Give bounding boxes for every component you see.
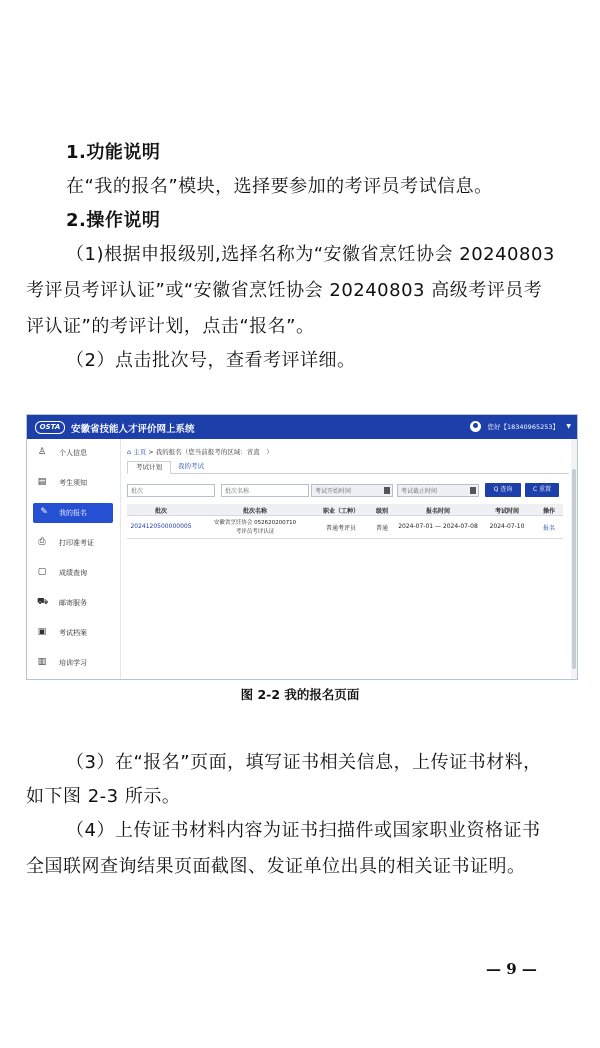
paragraph-step3-line2: 如下图 2-3 所示。 <box>26 786 181 807</box>
paragraph-step4-line2: 全国联网查询结果页面截图、发证单位出具的相关证书证明。 <box>26 856 526 877</box>
paragraph-step1-line3: 评认证”的考评计划，点击“报名”。 <box>26 316 315 337</box>
edit-icon: ✎ <box>40 507 48 517</box>
paragraph-step1-line1: （1)根据申报级别,选择名称为“安徽省烹饪协会 20240803 <box>66 244 555 265</box>
sidebar-item-exam-archive[interactable] <box>27 623 120 643</box>
sidebar-item-my-registration[interactable] <box>33 503 113 523</box>
calendar-icon <box>470 487 476 494</box>
sidebar-item-label: 培训学习 <box>59 659 87 667</box>
occupation-value: 普通考评员 <box>325 525 356 532</box>
scrollbar-thumb[interactable] <box>572 469 576 669</box>
calendar-icon <box>384 487 390 494</box>
breadcrumb-home[interactable]: 主页 <box>133 448 147 456</box>
tab-exam-plan[interactable]: 考试计划 <box>127 461 171 474</box>
tab-my-exams[interactable]: 我的考试 <box>178 462 204 470</box>
paragraph-function: 在“我的报名”模块，选择要参加的考评员考试信息。 <box>66 176 493 197</box>
sidebar-item-training[interactable] <box>27 653 120 673</box>
batch-input[interactable]: 批次 <box>127 484 215 497</box>
sidebar-item-label: 个人信息 <box>59 449 87 457</box>
sidebar-item-print-ticket[interactable] <box>27 533 120 553</box>
top-bar <box>27 415 577 439</box>
query-button[interactable]: Q 查询 <box>485 483 521 497</box>
figure-screenshot <box>26 414 578 680</box>
col-exam-time: 考试时间 <box>494 508 519 515</box>
notice-icon: ▤ <box>37 477 47 487</box>
sidebar-item-label: 我的报名 <box>59 509 87 517</box>
register-link[interactable]: 报名 <box>542 525 555 532</box>
sidebar-item-mail-service[interactable] <box>27 593 120 613</box>
batch-name-line2: 考评员考评认证 <box>235 529 275 535</box>
sidebar-item-label: 考生须知 <box>59 479 87 487</box>
figure-caption: 图 2-2 我的报名页面 <box>240 687 360 702</box>
exam-time-value: 2024-07-10 <box>489 523 525 530</box>
end-time-input[interactable] <box>397 484 479 497</box>
col-level: 级别 <box>375 508 388 515</box>
col-batch-name: 批次名称 <box>242 508 267 515</box>
breadcrumb <box>127 447 273 456</box>
sidebar-item-label: 打印准考证 <box>59 539 94 547</box>
sidebar-item-personal-info[interactable] <box>27 443 120 463</box>
sidebar-item-notice[interactable] <box>27 473 120 493</box>
start-time-placeholder: 考试开始时间 <box>315 488 352 495</box>
user-icon: ♙ <box>37 447 47 457</box>
home-icon[interactable]: ⌂ <box>127 448 132 456</box>
sidebar-item-label: 成绩查询 <box>59 569 87 577</box>
sidebar <box>27 439 121 679</box>
scrollbar[interactable] <box>571 439 577 679</box>
printer-icon: ⎙ <box>38 537 46 547</box>
signup-time-value: 2024-07-01 — 2024-07-08 <box>398 523 478 530</box>
paragraph-step3-line1: （3）在“报名”页面，填写证书相关信息，上传证书材料， <box>66 752 542 773</box>
chevron-down-icon[interactable]: ▼ <box>566 423 571 430</box>
paragraph-step1-line2: 考评员考评认证”或“安徽省烹饪协会 20240803 高级考评员考 <box>26 280 543 301</box>
truck-icon: ⛟ <box>37 597 49 607</box>
archive-icon: ▣ <box>37 627 47 637</box>
document-icon: ▢ <box>37 567 47 577</box>
page-number: — 9 — <box>486 960 537 978</box>
paragraph-step4-line1: （4）上传证书材料内容为证书扫描件或国家职业资格证书 <box>66 820 541 841</box>
col-signup-time: 报名时间 <box>425 508 450 515</box>
col-action: 操作 <box>542 508 555 515</box>
paragraph-step2: （2）点击批次号，查看考评详细。 <box>66 350 356 371</box>
section-heading-operation: 2.操作说明 <box>66 210 161 231</box>
table-header <box>127 504 563 516</box>
col-occupation: 职业（工种） <box>322 508 359 515</box>
sidebar-item-label: 邮寄服务 <box>59 599 87 607</box>
main-content <box>121 439 577 679</box>
breadcrumb-current: > 我的报名（您当前报考的区域：省直 ） <box>148 448 273 456</box>
sidebar-item-label: 考试档案 <box>59 629 87 637</box>
reset-button[interactable]: C 重置 <box>525 483 559 497</box>
section-heading-function: 1.功能说明 <box>66 142 161 163</box>
table-row <box>127 516 563 539</box>
system-title: 安徽省技能人才评价网上系统 <box>71 424 195 435</box>
end-time-placeholder: 考试截止时间 <box>401 488 438 495</box>
batch-name-line1: 安徽省烹饪协会 052620200710 <box>213 520 297 526</box>
user-account[interactable]: 您好【18340965253】 <box>487 423 559 431</box>
level-value: 普通 <box>375 525 388 532</box>
avatar-icon[interactable] <box>470 421 481 432</box>
sidebar-item-scores[interactable] <box>27 563 120 583</box>
col-batch: 批次 <box>154 508 167 515</box>
start-time-input[interactable] <box>311 484 393 497</box>
tab-bar <box>127 461 569 474</box>
osta-logo: OSTA <box>35 421 65 434</box>
book-icon: ▥ <box>37 657 47 667</box>
batch-name-input[interactable]: 批次名称 <box>221 484 309 497</box>
batch-number-link[interactable]: 2024120500000005 <box>130 523 192 530</box>
